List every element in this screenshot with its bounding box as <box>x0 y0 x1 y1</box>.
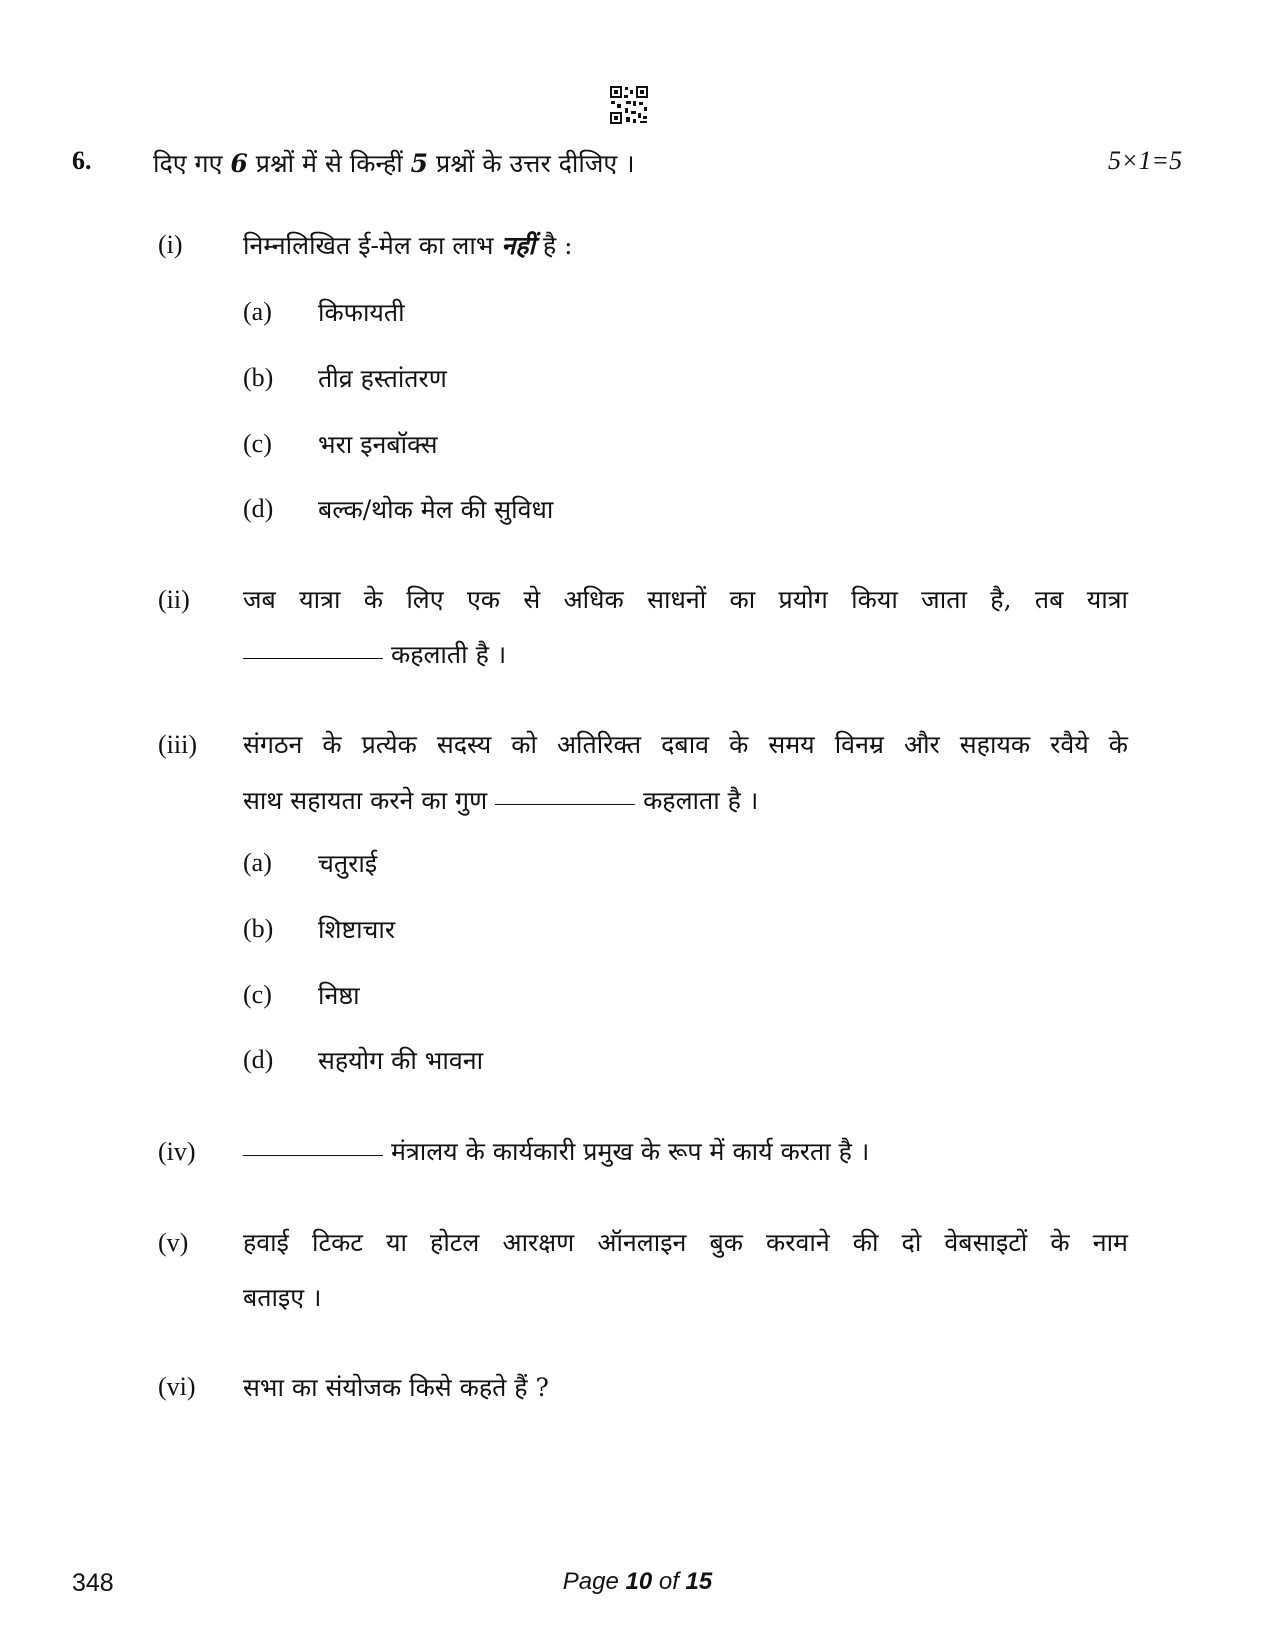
option-label: (b) <box>243 363 274 392</box>
subquestion-stem-line <box>243 1134 869 1168</box>
subquestion-stem-line: जब यात्रा के लिए एक से अधिक साधनों का प्रयोग किया जाता है, तब यात्रा <box>243 585 1128 614</box>
question-instruction <box>153 146 635 180</box>
page-number <box>0 1568 1275 1596</box>
subquestion-label: (iii) <box>158 730 197 759</box>
subquestion-label: (ii) <box>158 585 190 614</box>
option-label: (c) <box>243 980 272 1009</box>
instruction-count-attempt: 5 <box>410 149 429 178</box>
option-text: भरा इनबॉक्स <box>318 430 438 459</box>
stem-emphasis: नहीं <box>501 231 535 260</box>
option-text: किफायती <box>318 298 405 327</box>
option-label: (d) <box>243 1045 274 1074</box>
option-text: शिष्टाचार <box>318 915 396 944</box>
option-label: (a) <box>243 297 272 326</box>
question-number: 6. <box>72 146 92 175</box>
fill-in-blank <box>495 803 635 805</box>
option-label: (c) <box>243 429 272 458</box>
option-text: सहयोग की भावना <box>318 1046 484 1075</box>
stem-text: कहलाती है । <box>391 640 507 669</box>
option-label: (a) <box>243 848 272 877</box>
option-text: निष्ठा <box>318 981 360 1010</box>
paper-code: 348 <box>72 1569 114 1597</box>
stem-text: है : <box>534 231 573 260</box>
subquestion-label: (i) <box>158 230 183 259</box>
page-current: 10 <box>625 1568 653 1595</box>
fill-in-blank <box>243 657 383 659</box>
instruction-part2: प्रश्नों में से किन्हीं <box>247 149 411 178</box>
instruction-part1: दिए गए <box>153 149 231 178</box>
page-word: Page <box>562 1568 626 1595</box>
option-text: बल्क/थोक मेल की सुविधा <box>318 495 554 524</box>
subquestion-label: (v) <box>158 1228 189 1257</box>
subquestion-stem-line: बताइए । <box>243 1283 322 1312</box>
stem-text: मंत्रालय के कार्यकारी प्रमुख के रूप में कार्य करता है । <box>391 1137 870 1166</box>
subquestion-label: (vi) <box>158 1372 196 1401</box>
option-text: चतुराई <box>318 849 378 878</box>
stem-text: साथ सहायता करने का गुण <box>243 786 488 815</box>
option-text: तीव्र हस्तांतरण <box>318 364 447 393</box>
instruction-part3: प्रश्नों के उत्तर दीजिए । <box>428 149 635 178</box>
subquestion-stem-line: सभा का संयोजक किसे कहते हैं ? <box>243 1373 549 1402</box>
subquestion-stem-line <box>243 783 758 817</box>
fill-in-blank <box>243 1154 383 1156</box>
option-label: (b) <box>243 914 274 943</box>
page-of-word: of <box>652 1568 686 1595</box>
stem-text: कहलाता है । <box>643 786 759 815</box>
question-marks: 5×1=5 <box>1108 146 1183 175</box>
instruction-count-total: 6 <box>230 149 248 178</box>
option-label: (d) <box>243 494 274 523</box>
qr-code-icon <box>609 85 649 125</box>
stem-text: निम्नलिखित ई-मेल का लाभ <box>243 231 502 260</box>
subquestion-stem-line <box>243 637 506 671</box>
page-total: 15 <box>685 1568 713 1595</box>
subquestion-stem-line: संगठन के प्रत्येक सदस्य को अतिरिक्त दबाव के समय विनम्र और सहायक रवैये के <box>243 730 1128 759</box>
subquestion-label: (iv) <box>158 1137 196 1166</box>
subquestion-stem-line: हवाई टिकट या होटल आरक्षण ऑनलाइन बुक करवाने की दो वेबसाइटों के नाम <box>243 1228 1128 1257</box>
subquestion-stem <box>243 228 573 262</box>
